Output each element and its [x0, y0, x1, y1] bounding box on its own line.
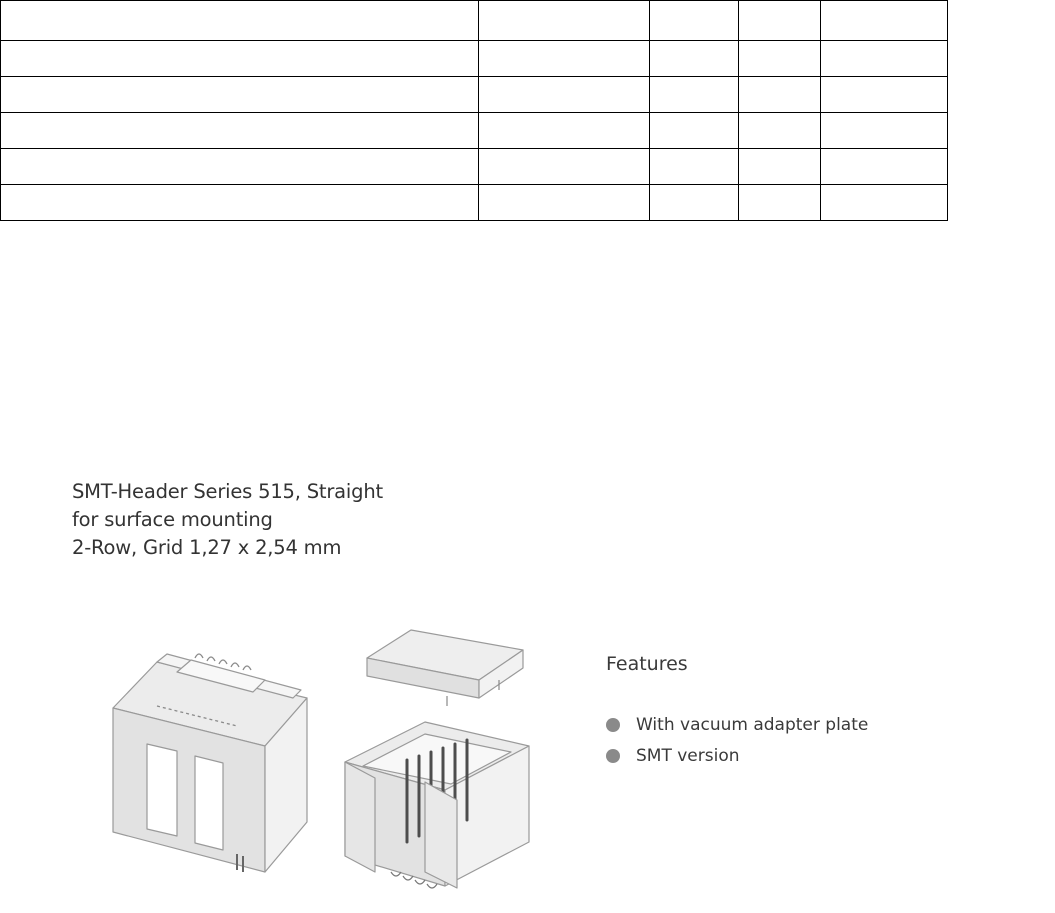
- product-title-line: SMT-Header Series 515, Straight: [72, 480, 383, 503]
- table-row: [1, 113, 948, 149]
- table-cell: [650, 113, 739, 149]
- table-cell: [1, 185, 479, 221]
- table-row: [1, 185, 948, 221]
- table-cell: [650, 1, 739, 41]
- vacuum-plate: [367, 630, 523, 706]
- table-cell: [650, 185, 739, 221]
- product-title-line: for surface mounting: [72, 508, 273, 531]
- table-cell: [821, 185, 948, 221]
- table-cell: [650, 41, 739, 77]
- smt-header-housing: [345, 722, 529, 888]
- features-section: [606, 653, 868, 771]
- table-cell: [739, 185, 821, 221]
- table-cell: [650, 77, 739, 113]
- table-cell: [479, 149, 650, 185]
- table-cell: [1, 77, 479, 113]
- table-cell: [479, 1, 650, 41]
- table-row: [1, 149, 948, 185]
- table-cell: [739, 113, 821, 149]
- feature-label: SMT version: [636, 745, 740, 766]
- table-cell: [739, 41, 821, 77]
- table-cell: [821, 113, 948, 149]
- table-cell: [821, 149, 948, 185]
- spec-table-body: [1, 1, 948, 221]
- table-cell: [1, 149, 479, 185]
- table-cell: [650, 149, 739, 185]
- bullet-dot-icon: [606, 749, 620, 763]
- table-cell: [479, 185, 650, 221]
- table-row: [1, 41, 948, 77]
- table-cell: [739, 149, 821, 185]
- table-cell: [479, 41, 650, 77]
- table-cell: [1, 113, 479, 149]
- table-cell: [739, 1, 821, 41]
- bullet-dot-icon: [606, 718, 620, 732]
- table-cell: [821, 41, 948, 77]
- table-row: [1, 77, 948, 113]
- product-title-line: 2-Row, Grid 1,27 x 2,54 mm: [72, 536, 342, 559]
- table-cell: [1, 1, 479, 41]
- spec-table: [0, 0, 948, 221]
- connector-illustration: [95, 610, 555, 890]
- feature-list-item: [606, 709, 868, 740]
- table-cell: [739, 77, 821, 113]
- table-cell: [479, 113, 650, 149]
- adapter-plate-side-view: [113, 654, 307, 872]
- table-cell: [821, 77, 948, 113]
- product-title: [72, 478, 383, 562]
- table-cell: [821, 1, 948, 41]
- table-row: [1, 1, 948, 41]
- table-cell: [479, 77, 650, 113]
- table-cell: [1, 41, 479, 77]
- feature-list-item: [606, 740, 868, 771]
- feature-label: With vacuum adapter plate: [636, 714, 869, 735]
- features-heading: Features: [606, 653, 688, 675]
